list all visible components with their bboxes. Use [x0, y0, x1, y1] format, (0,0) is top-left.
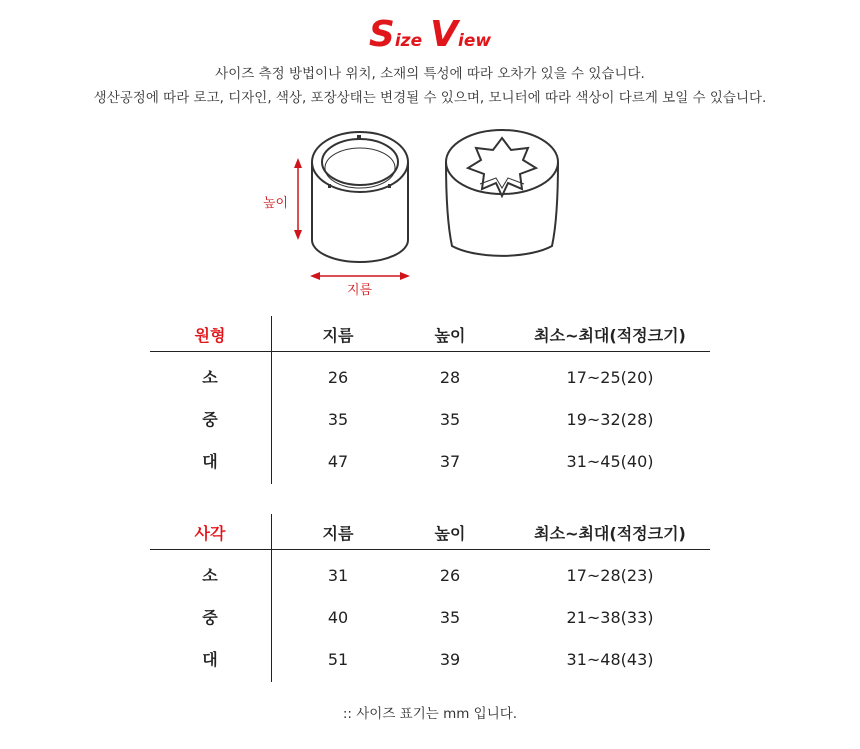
table-header-row	[150, 514, 710, 554]
col-range: 최소~최대(적정크기)	[534, 524, 686, 543]
unit-note: :: 사이즈 표기는 mm 입니다.	[342, 706, 518, 722]
table-row	[150, 358, 710, 398]
star-holder-drawing	[446, 130, 558, 256]
table-row	[150, 640, 710, 680]
height-value: 28	[439, 368, 461, 387]
product-illustration	[250, 118, 580, 303]
col-height: 높이	[434, 524, 466, 543]
height-value: 37	[439, 452, 461, 471]
range-value: 19~32(28)	[566, 410, 654, 429]
header-divider	[150, 549, 710, 550]
size-label: 소	[202, 566, 218, 585]
height-value: 26	[439, 566, 461, 585]
size-label: 소	[202, 368, 218, 387]
table-row	[150, 598, 710, 638]
table-row	[150, 556, 710, 596]
diameter-value: 35	[327, 410, 349, 429]
size-label: 대	[202, 650, 218, 669]
height-value: 35	[439, 410, 461, 429]
height-value: 39	[439, 650, 461, 669]
diameter-value: 26	[327, 368, 349, 387]
col-diameter: 지름	[322, 326, 354, 345]
table-row	[150, 400, 710, 440]
diameter-value: 47	[327, 452, 349, 471]
diameter-label: 지름	[347, 283, 373, 298]
shape-title: 원형	[194, 326, 226, 345]
shape-title: 사각	[194, 524, 226, 543]
diameter-value: 31	[327, 566, 349, 585]
range-value: 31~45(40)	[566, 452, 654, 471]
size-label: 대	[202, 452, 218, 471]
height-label: 높이	[263, 196, 289, 211]
range-value: 31~48(43)	[566, 650, 654, 669]
diameter-value: 40	[327, 608, 349, 627]
table-header-row	[150, 316, 710, 356]
notice-line-2: 생산공정에 따라 로고, 디자인, 색상, 포장상태는 변경될 수 있으며, 모니터에 따라 색상이 다르게 보일 수 있습니다.	[93, 90, 767, 106]
diameter-value: 51	[327, 650, 349, 669]
size-label: 중	[202, 410, 218, 429]
table-row	[150, 442, 710, 482]
col-diameter: 지름	[322, 524, 354, 543]
height-value: 35	[439, 608, 461, 627]
header-divider	[150, 351, 710, 352]
height-arrow	[294, 158, 302, 240]
col-height: 높이	[434, 326, 466, 345]
size-label: 중	[202, 608, 218, 627]
range-value: 21~38(33)	[566, 608, 654, 627]
round-holder-drawing	[312, 132, 408, 262]
notice-line-1: 사이즈 측정 방법이나 위치, 소재의 특성에 따라 오차가 있을 수 있습니다.	[215, 66, 645, 82]
range-value: 17~28(23)	[566, 566, 654, 585]
range-value: 17~25(20)	[566, 368, 654, 387]
size-view-title: Size View	[368, 14, 492, 55]
col-range: 최소~최대(적정크기)	[534, 326, 686, 345]
